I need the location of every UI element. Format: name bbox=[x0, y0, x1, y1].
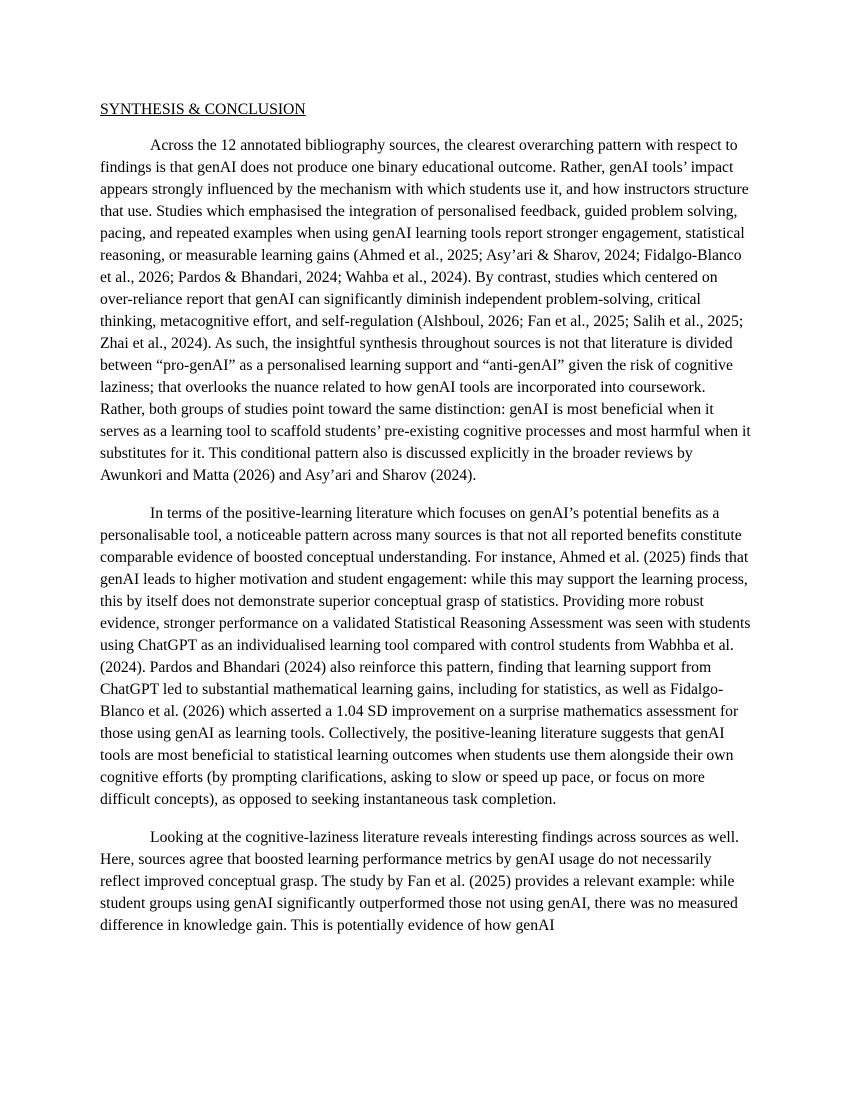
paragraph-synthesis-overview: Across the 12 annotated bibliography sources, the clearest overarching pattern with respect to findings is that genAI does not produce one binary educational outcome. Rather, genAI tools’ impact appears strongly influenced by the mechanism with which students use it, and how instructors structure that use. Studies which emphasised the integration of personalised feedback, guided problem solving, pacing, and repeated examples when using genAI learning tools report stronger engagement, statistical reasoning, or measurable learning gains (Ahmed et al., 2025; Asy’ari & Sharov, 2024; Fidalgo-Blanco et al., 2026; Pardos & Bhandari, 2024; Wahba et al., 2024). By contrast, studies which centered on over-reliance report that genAI can significantly diminish independent problem-solving, critical thinking, metacognitive effort, and self-regulation (Alshboul, 2026; Fan et al., 2025; Salih et al., 2025; Zhai et al., 2024). As such, the insightful synthesis throughout sources is not that literature is divided between “pro-genAI” as a personalised learning support and “anti-genAI” given the risk of cognitive laziness; that overlooks the nuance related to how genAI tools are incorporated into coursework. Rather, both groups of studies point toward the same distinction: genAI is most beneficial when it serves as a learning tool to scaffold students’ pre-existing cognitive processes and most harmful when it substitutes for it. This conditional pattern also is discussed explicitly in the broader reviews by Awunkori and Matta (2026) and Asy’ari and Sharov (2024). bbox=[100, 137, 751, 484]
paragraph-positive-learning: In terms of the positive-learning literature which focuses on genAI’s potential benefits as a personalisable tool, a noticeable pattern across many sources is that not all reported benefits constitute comparable evidence of boosted conceptual understanding. For instance, Ahmed et al. (2025) finds that genAI leads to higher motivation and student engagement: while this may support the learning process, this by itself does not demonstrate superior conceptual grasp of statistics. Providing more robust evidence, stronger performance on a validated Statistical Reasoning Assessment was seen with students using ChatGPT as an individualised learning tool compared with control students from Wabhba et al. (2024). Pardos and Bhandari (2024) also reinforce this pattern, finding that learning support from ChatGPT led to substantial mathematical learning gains, including for statistics, as well as Fidalgo-Blanco et al. (2026) which asserted a 1.04 SD improvement on a surprise mathematics assessment for those using genAI as learning tools. Collectively, the positive-leaning literature suggests that genAI tools are most beneficial to statistical learning outcomes when students use them alongside their own cognitive efforts (by prompting clarifications, asking to slow or speed up pace, or focus on more difficult concepts), as opposed to seeking instantaneous task completion. bbox=[100, 505, 751, 808]
document-body bbox=[100, 99, 752, 953]
paragraph-cognitive-laziness: Looking at the cognitive-laziness literature reveals interesting findings across sources as well. Here, sources agree that boosted learning performance metrics by genAI usage do not necessarily reflect improved conceptual grasp. The study by Fan et al. (2025) provides a relevant example: while student groups using genAI significantly outperformed those not using genAI, there was no measured difference in knowledge gain. This is potentially evidence of how genAI bbox=[100, 829, 739, 934]
section-heading: SYNTHESIS & CONCLUSION bbox=[100, 101, 306, 118]
